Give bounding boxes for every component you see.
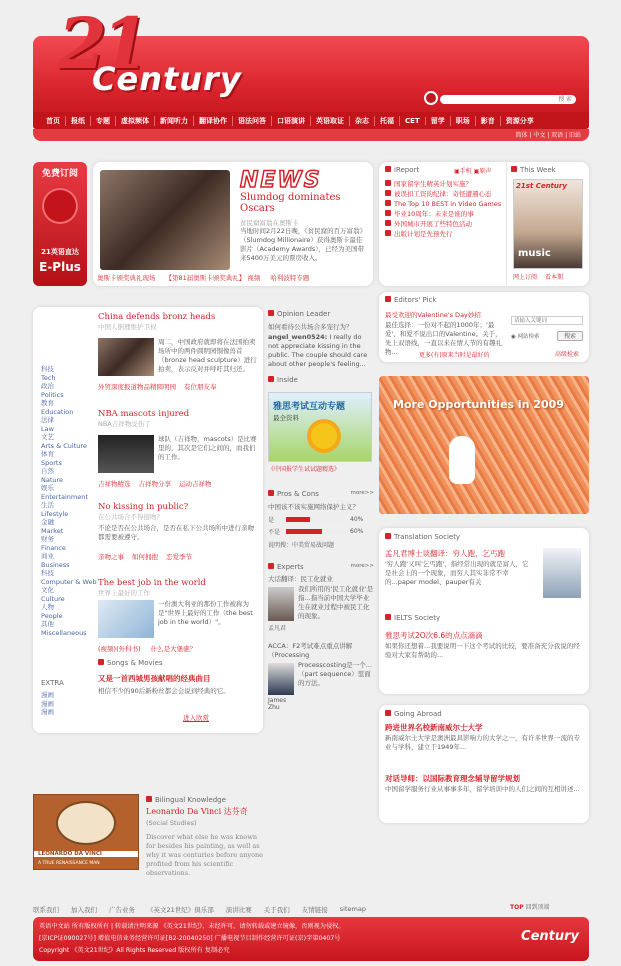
- footer-logo[interactable]: Century: [521, 929, 579, 944]
- article-link[interactable]: (视频)(外科书): [98, 645, 141, 653]
- footer-link[interactable]: 加入我们: [71, 906, 97, 914]
- audio-icon: ▣: [473, 168, 480, 175]
- article-sub: 世界上最好的工作: [98, 589, 150, 597]
- category-item[interactable]: Entertainment: [41, 492, 88, 501]
- language-links[interactable]: 简体 | 中文 | 双语 | 旧站: [515, 132, 581, 139]
- expert-question[interactable]: ACCA：F2考试难点重点讲解（Processing: [268, 642, 353, 659]
- back-label: 回到顶端: [525, 904, 550, 911]
- article-body: 不论是否在公共场合，是否在私下公共场所中进行亲吻都需要被遵守。: [98, 524, 254, 541]
- category-item[interactable]: 财务: [41, 535, 54, 543]
- site-search-input[interactable]: [511, 316, 583, 325]
- songs-more-link[interactable]: 进入欣赏: [183, 714, 209, 722]
- category-item[interactable]: Nature: [41, 475, 64, 484]
- article-links: [98, 479, 258, 488]
- news-photo[interactable]: [100, 170, 230, 270]
- davinci-book-cover[interactable]: [33, 794, 139, 870]
- article-link[interactable]: 有位朋友奉: [184, 383, 217, 391]
- poll-row: [268, 515, 374, 524]
- extra-item[interactable]: 漫画: [41, 691, 54, 699]
- magazine-cover[interactable]: [513, 179, 583, 269]
- main-list-card: [33, 307, 263, 733]
- subscribe-eplus: E-Plus: [39, 260, 81, 274]
- bilingual-headline[interactable]: Leonardo Da Vinci 达芬奇: [146, 807, 248, 816]
- poll-value: 40%: [350, 516, 364, 523]
- category-item[interactable]: 其他: [41, 620, 54, 628]
- opinion-author: angel_wen0524:: [268, 333, 328, 341]
- ireport-card: [379, 162, 589, 286]
- footer-link[interactable]: 友情链接: [301, 906, 328, 914]
- category-item[interactable]: Culture: [41, 594, 65, 603]
- nav-item[interactable]: 翻译协作: [194, 116, 233, 126]
- category-item[interactable]: 金融: [41, 518, 54, 526]
- category-list: [41, 365, 97, 637]
- article: [98, 409, 258, 488]
- poll-label: 是: [268, 517, 275, 524]
- editors-title: Editors' Pick: [385, 296, 436, 304]
- subscribe-box[interactable]: [33, 162, 87, 286]
- opinion-question[interactable]: 如何看待公共场合多宠行为？: [268, 323, 353, 331]
- proscons-header: [268, 490, 374, 498]
- thisweek-title: This Week: [511, 166, 556, 174]
- songs-headline[interactable]: 又是一首西城男孩献唱的经典曲目: [98, 674, 211, 683]
- article-title[interactable]: The best job in the world: [98, 578, 206, 588]
- extra-list: [41, 691, 54, 717]
- divider: [506, 162, 507, 286]
- footer-link[interactable]: 演讲比赛: [225, 906, 252, 914]
- back-to-top[interactable]: [510, 902, 550, 911]
- book-subtitle: A TRUE RENAISSANCE MAN: [38, 861, 100, 866]
- abroad-headline-2[interactable]: 对话导师：以国际教育理念辅导留学规划: [385, 774, 520, 783]
- abroad-title: Going Abroad: [385, 710, 442, 718]
- list-item[interactable]: 被误扣工资的纪律：奇怪遭遇心态: [385, 189, 503, 199]
- expert-avatar[interactable]: [268, 663, 294, 695]
- extra-item[interactable]: 漫画: [41, 699, 54, 708]
- category-item[interactable]: 教育: [41, 399, 54, 407]
- article-thumb[interactable]: [98, 435, 154, 473]
- promo-banner[interactable]: [379, 376, 589, 514]
- article: [98, 502, 258, 561]
- list-item[interactable]: 毕业10周年：未来是谁的事: [385, 209, 503, 219]
- extra-title: EXTRA: [41, 679, 64, 687]
- article-thumb[interactable]: [98, 338, 154, 376]
- poll-bar: [286, 529, 322, 534]
- news-headline[interactable]: Slumdog dominates Oscars: [240, 192, 341, 214]
- category-item[interactable]: Arts & Culture: [41, 441, 87, 450]
- article-link[interactable]: 外贸深度报道物品精圆明园: [98, 383, 176, 391]
- ielts-headline[interactable]: 雅思考试2O次6.6的点点滴滴: [385, 631, 483, 640]
- article-links: [98, 552, 258, 561]
- article-sub: 中国人据理维护卫权: [98, 323, 157, 331]
- tag-audio[interactable]: 原声: [479, 168, 492, 175]
- thisweek-links: [513, 272, 563, 281]
- expert-name: James Zhu: [268, 697, 287, 711]
- proscons-title: Pros & Cons: [277, 490, 319, 498]
- vitruvian-illustration: [56, 801, 116, 845]
- category-item[interactable]: Politics: [41, 390, 64, 399]
- proscons-section: [268, 490, 374, 549]
- category-item[interactable]: People: [41, 611, 63, 620]
- logo-number[interactable]: 21: [58, 2, 144, 85]
- abroad-headline-1[interactable]: 跨进世界名校新南威尔士大学: [385, 723, 483, 732]
- article-link[interactable]: 吉祥物分享: [138, 480, 171, 488]
- songs-title: Songs & Movies: [98, 659, 163, 667]
- ielts-title: IELTS Society: [385, 614, 440, 622]
- nav-item[interactable]: 留学: [426, 116, 451, 126]
- nav-item[interactable]: 报纸: [66, 116, 91, 126]
- cover-title: 21st Century: [516, 182, 567, 190]
- article-links: [98, 644, 258, 653]
- opinion-title: Opinion Leader: [268, 310, 374, 318]
- nav-item[interactable]: 英语取证: [311, 116, 350, 126]
- poll-bar: [286, 517, 310, 522]
- ireport-tags: [454, 166, 491, 175]
- category-item[interactable]: Finance: [41, 543, 66, 552]
- extra-item[interactable]: 漫画: [41, 708, 54, 716]
- nav-item[interactable]: 专题: [91, 116, 116, 126]
- poll-row: [268, 527, 374, 536]
- category-item[interactable]: 自然: [41, 467, 54, 475]
- top-label: TOP: [510, 904, 524, 911]
- translation-thumb[interactable]: [543, 548, 581, 598]
- article-link[interactable]: 亲吻之事: [98, 553, 124, 561]
- article-sub: 在公共场合不得接吻？: [98, 513, 163, 521]
- news-links: [97, 273, 369, 282]
- inside-caption[interactable]: 《中国报学生试试题精选》: [268, 466, 341, 473]
- site-search-radio[interactable]: ◉ 网站检索: [511, 334, 540, 340]
- nav-item[interactable]: 语法问答: [233, 116, 272, 126]
- category-item[interactable]: Business: [41, 560, 70, 569]
- nav-item[interactable]: 虚拟频体: [116, 116, 155, 126]
- article-body: 一份澳大利亚的那份工作被称为是"世界上最好的工作（the best job in the world）"。: [158, 600, 253, 626]
- expert-body: 我们所用的'民工化就业'是指...指当前中国大学毕业生在就业过程中被民工化的现象。: [298, 585, 374, 620]
- abroad-card: [379, 705, 589, 823]
- list-item[interactable]: 国家留学生精英计划实施？: [385, 179, 503, 189]
- nav-item[interactable]: 杂志: [350, 116, 375, 126]
- ielts-body: 如果你还想着...我要说明一下这个考试的比较，要准备充分我说的经验对大家有帮助的...: [385, 642, 580, 659]
- bilingual-sub: (Social Studies): [146, 819, 197, 827]
- article-thumb[interactable]: [98, 600, 154, 638]
- rabbit-illustration: [449, 436, 475, 484]
- list-item[interactable]: The Top 10 BEST in Video Games: [385, 199, 503, 209]
- poll-label: 不是: [268, 529, 281, 536]
- article-title[interactable]: No kissing in public?: [98, 502, 189, 512]
- article: [98, 312, 258, 391]
- nav-item[interactable]: 口语演讲: [272, 116, 311, 126]
- inside-title: Inside: [268, 376, 374, 384]
- article-link[interactable]: 运动吉祥物: [179, 480, 212, 488]
- poll-value: 60%: [350, 528, 364, 535]
- article: [98, 578, 258, 653]
- article-link[interactable]: 吉祥物精选: [98, 480, 131, 488]
- footer-links: [33, 905, 589, 914]
- category-item[interactable]: Lifestyle: [41, 509, 69, 518]
- bilingual-title: Bilingual Knowledge: [146, 796, 266, 804]
- news-card: [93, 162, 373, 286]
- nav-item[interactable]: 托福: [375, 116, 400, 126]
- experts-title: Experts: [277, 563, 304, 571]
- article-link[interactable]: 什么是大堡礁？: [150, 645, 197, 653]
- editors-more[interactable]: 更多(有)原来当时是最好的: [419, 352, 490, 359]
- category-item[interactable]: Computer & Web: [41, 577, 97, 586]
- news-link[interactable]: 【第81届奥斯卡颁奖典礼】 视频: [165, 274, 261, 282]
- inside-ad-title: 雅思考试互动专题: [273, 402, 346, 412]
- nav-item[interactable]: CET: [400, 117, 426, 125]
- footer-line: 英语中文站 所有版权所有 | 转载请注明来源 《英文21世纪》，未经许可，请勿转载或建立镜像，否则视为侵权。: [39, 923, 345, 930]
- footer-line: Copyright 《英文21世纪》All Rights Reserved 版权所有 复制必究: [39, 947, 230, 954]
- footer-text: [39, 921, 479, 957]
- category-item[interactable]: 文艺: [41, 433, 54, 441]
- nav-item[interactable]: 影音: [476, 116, 501, 126]
- bilingual-body: Discover what else he was known for besides his painting, as well as why it was centuries before anyone profited from his scientific observations.: [146, 833, 264, 877]
- poll-track: [286, 517, 346, 522]
- editors-headline[interactable]: 最受欢迎的Valentine's Day妙招: [385, 311, 481, 319]
- abroad-body-2: 中国留学服务行业从事事多年，留学培训中的人们之间的互相讲述...: [385, 785, 580, 793]
- expert-question[interactable]: 大话翻译：民工化就业: [268, 575, 333, 583]
- subscribe-online-link[interactable]: 网上订阅: [513, 274, 538, 281]
- category-item[interactable]: 文化: [41, 586, 54, 594]
- footer-link[interactable]: 广告业务: [109, 906, 135, 914]
- songs-body: 相信不少的90后新粉丝都会会说到经典的它。: [98, 687, 230, 695]
- sub-nav: [33, 129, 589, 141]
- editors-pick-card: [379, 292, 589, 362]
- translation-title: Translation Society: [385, 533, 460, 541]
- bilingual-section: [146, 796, 266, 878]
- article-links: [98, 382, 258, 391]
- article-body: 周二，中国政府就即将在法国拍卖场所中的两件圆明园铜像兽首（bronze head sculpture）进行拍卖，表示反对并呼吁其归还。: [158, 338, 257, 373]
- article-link[interactable]: 如何拥抱: [132, 553, 158, 561]
- category-item[interactable]: Tech: [41, 373, 56, 382]
- article-body: 球队（吉祥物，mascots）是比赛里的，其次是它们之间的，而我们的工作。: [158, 435, 257, 461]
- opinion-body: I really do not appreciate kissing in the public. The couple should care about other people's feeling...: [268, 333, 368, 368]
- abroad-body-1: 新南威尔士大学是澳洲最具影响力的大学之一，有许多世界一流的专业与学科，建立于1949年...: [385, 734, 580, 751]
- category-item[interactable]: 体育: [41, 450, 54, 458]
- article-sub: NBA吉祥物受伤了: [98, 420, 151, 428]
- footer-link[interactable]: 关于我们: [263, 906, 290, 914]
- article-title[interactable]: NBA mascots injured: [98, 409, 190, 419]
- news-link[interactable]: 奥斯卡颁奖典礼现场: [97, 274, 156, 282]
- expert-name: 孟凡君: [268, 625, 287, 632]
- article-title[interactable]: China defends bronz heads: [98, 312, 216, 322]
- expert-item: [268, 659, 374, 719]
- promo-title: More Opportunities in 2009: [393, 398, 564, 411]
- sunflower-icon: [311, 423, 337, 449]
- footer-line: [京ICP证090027号] 增值电信业务经营许可证[B2-20040250] 广播电视节目制作经营许可证(京)字第0407号: [39, 935, 341, 942]
- nav-item[interactable]: 资源分享: [505, 116, 534, 125]
- category-item[interactable]: 政治: [41, 382, 54, 390]
- category-item[interactable]: Market: [41, 526, 64, 535]
- editors-body: 最佳选择：一份对不起的1000年；'最爱'、和爱不说出口的Valentine。关于，先上双语线，一直以来在情人节的有趣礼物...: [385, 321, 502, 356]
- news-badge: NEWS: [240, 168, 322, 193]
- subscribe-title: 免费订阅: [41, 169, 78, 179]
- expert-item: [268, 583, 374, 641]
- translation-card: [379, 528, 589, 694]
- nav-item[interactable]: 首页: [41, 116, 66, 126]
- poll-track: [286, 529, 346, 534]
- main-nav: [33, 112, 589, 129]
- news-subhead: 贫民窟富翁在奥斯卡: [240, 219, 299, 227]
- news-link[interactable]: 哈利波特专题: [270, 274, 310, 282]
- nav-item[interactable]: 职场: [451, 116, 476, 126]
- category-item[interactable]: 人物: [41, 603, 54, 611]
- category-item[interactable]: 法律: [41, 416, 54, 424]
- category-item[interactable]: Sports: [41, 458, 62, 467]
- subscribe-brand: 21英语直达: [41, 248, 79, 256]
- category-item[interactable]: Law: [41, 424, 54, 433]
- category-item[interactable]: Education: [41, 407, 74, 416]
- category-item[interactable]: 商业: [41, 552, 54, 560]
- ireport-list: [385, 179, 503, 239]
- experts-more[interactable]: more>>: [350, 563, 374, 569]
- cover-tag: music: [518, 248, 551, 259]
- category-item[interactable]: 生活: [41, 501, 54, 509]
- nav-item[interactable]: 新闻听力: [155, 116, 194, 126]
- news-body: 当地时间2月22日晚，《贫民窟的百万富翁》（Slumdog Millionaire）获得奥斯卡最佳影片（Academy Awards），已经为美国带来5400万美元的票房收入。: [240, 227, 367, 262]
- category-item[interactable]: 科技: [41, 365, 54, 373]
- search-icon[interactable]: [424, 91, 438, 105]
- footer-link[interactable]: sitemap: [339, 905, 366, 913]
- inside-ad[interactable]: [268, 392, 372, 462]
- article-link[interactable]: 恋爱季节: [166, 553, 192, 561]
- view-issue-link[interactable]: 看本期: [545, 274, 564, 281]
- category-item[interactable]: 娱乐: [41, 484, 54, 492]
- advanced-search-link[interactable]: 高级检索: [555, 351, 580, 358]
- expert-body: Processcosting是一个...（part sequence）里面的方法。: [298, 661, 372, 687]
- experts-section: [268, 563, 374, 719]
- translation-headline[interactable]: 孟凡君博士谈翻译：穷人跑，乞丐跑: [385, 549, 505, 558]
- list-item[interactable]: 出版计划是先预先行: [385, 229, 503, 239]
- inside-section: [268, 376, 374, 473]
- tag-phone[interactable]: 手机: [459, 168, 472, 175]
- footer-bar: [33, 917, 589, 961]
- footer-link[interactable]: 联系我们: [33, 906, 59, 914]
- proscons-note[interactable]: 说明搜：中美贸易战问题: [268, 542, 335, 549]
- opinion-section: [268, 310, 374, 368]
- category-item[interactable]: 科技: [41, 569, 54, 577]
- proscons-more[interactable]: more>>: [350, 490, 374, 496]
- expert-avatar[interactable]: [268, 587, 294, 621]
- site-search-button[interactable]: 搜索: [557, 331, 583, 341]
- category-item[interactable]: Miscellaneous: [41, 628, 87, 637]
- search-input[interactable]: [440, 95, 576, 104]
- book-title: LEONARDO DA VINCI: [34, 851, 138, 857]
- ireport-title: iReport: [385, 166, 419, 174]
- phone-icon: ▣: [454, 168, 460, 175]
- inside-ad-sub: 最全资料: [273, 414, 299, 422]
- subscribe-arrow-icon: [42, 188, 78, 224]
- list-item[interactable]: 外国城市开展了些特色活动: [385, 219, 503, 229]
- experts-header: [268, 563, 374, 571]
- proscons-question[interactable]: 中国该不该实施网络保护主义？: [268, 503, 359, 511]
- logo-word[interactable]: Century: [92, 60, 242, 98]
- footer-link[interactable]: 《英文21世纪》俱乐部: [147, 906, 214, 914]
- translation-body: '穷人跑'又叫'乞丐跑'，指经常出现的就是富人，它是社会上的一个现象，而穷人其实非常不幸的...paper model、pauper有关: [385, 560, 529, 586]
